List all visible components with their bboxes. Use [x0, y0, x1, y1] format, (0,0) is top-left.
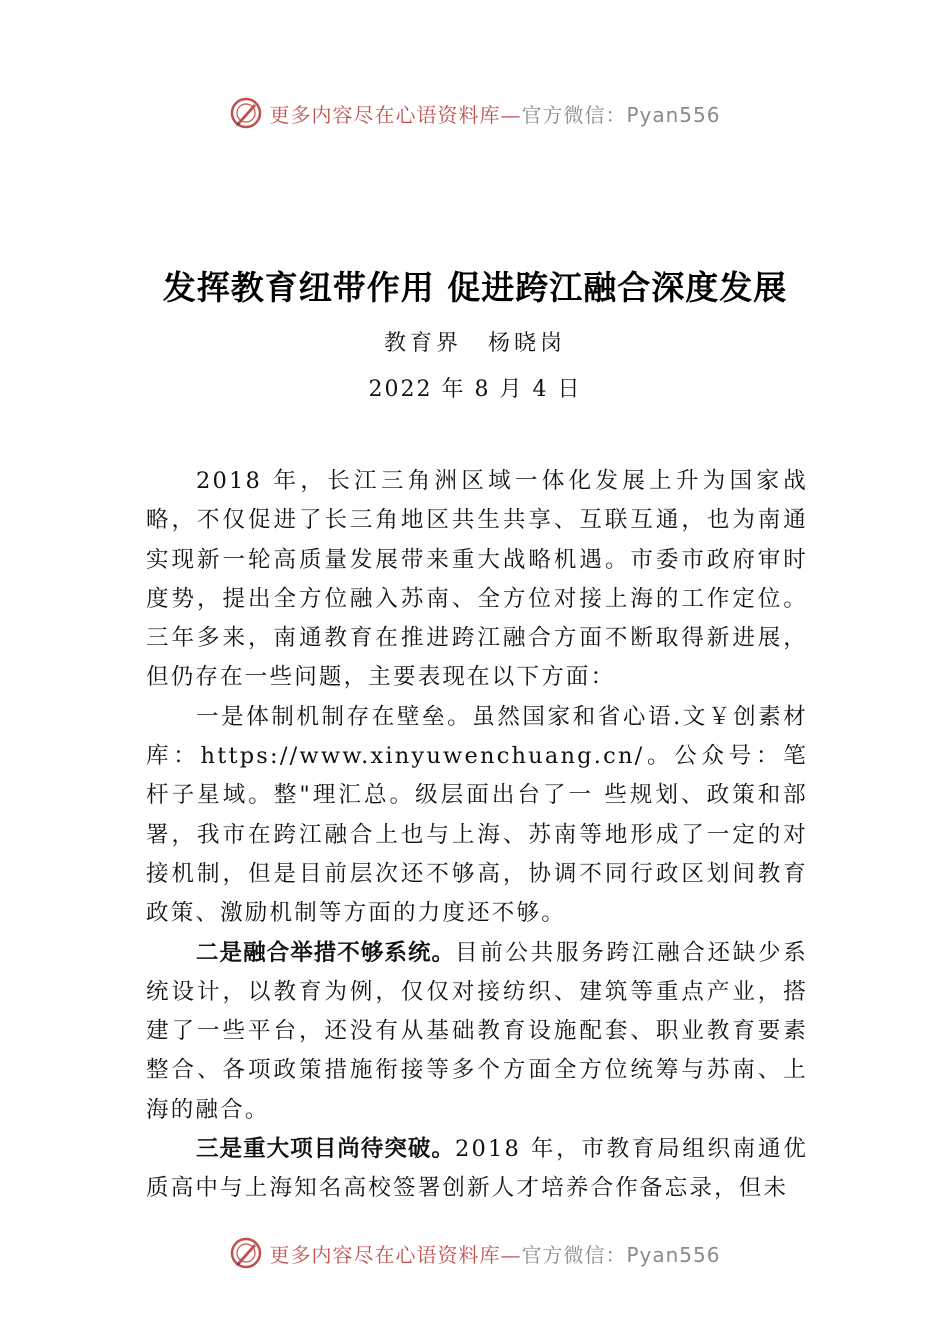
paragraph-text: 目前公共服务跨江融合还缺少系统设计，以教育为例，仅仅对接纺织、建筑等重点产业，搭建了一些平台，还没有从基础教育设施配套、职业教育要素整合、各项政策措施衔接等多个方面全方位统筹与苏南、上海的融合。	[146, 939, 808, 1123]
header-watermark-banner	[0, 93, 950, 133]
pen-seal-logo-icon	[229, 96, 263, 130]
banner-main-text: 更多内容尽在心语资料库—	[269, 1242, 522, 1267]
paragraph	[146, 1130, 808, 1209]
paragraph-text: 2018 年，长江三角洲区域一体化发展上升为国家战略，不仅促进了长三角地区共生共享、互联互通，也为南通实现新一轮高质量发展带来重大战略机遇。市委市政府审时度势，提出全方位融入苏南、全方位对接上海的工作定位。三年多来，南通教育在推进跨江融合方面不断取得新进展，但仍存在一些问题，主要表现在以下方面：	[146, 468, 808, 691]
banner-contact-text: 官方微信：Pyan556	[521, 1242, 721, 1267]
banner-contact-text: 官方微信：Pyan556	[521, 102, 721, 127]
article-body	[146, 462, 808, 1209]
banner-main-text: 更多内容尽在心语资料库—	[269, 102, 522, 127]
source-text: 教育界	[383, 331, 462, 356]
pen-seal-logo-icon	[229, 1236, 263, 1270]
byline	[0, 326, 950, 357]
paragraph-lead-heading: 二是融合举措不够系统。	[196, 939, 456, 966]
paragraph	[146, 698, 808, 934]
paragraph	[146, 934, 808, 1130]
footer-watermark-banner	[0, 1233, 950, 1273]
author-name: 杨晓岗	[488, 331, 567, 356]
paragraph-text: 2018 年，市教育局组织南通优质高中与上海知名高校签署创新人才培养合作备忘录，但未	[146, 1136, 808, 1202]
paragraph	[146, 462, 808, 698]
page-title: 发挥教育纽带作用 促进跨江融合深度发展	[162, 268, 788, 307]
paragraph-text: 一是体制机制存在壁垒。虽然国家和省心语.文￥创素材库：https://www.xinyuwenchuang.cn/。公众号：笔杆子星域。整"理汇总。级层面出台了一 些规划、政策和部署，我市在跨江融合上也与上海、苏南等地形成了一定的对接机制，但是目前层次还不够高，协调不同行政区划间教育政策、激励机制等方面的力度还不够。	[146, 703, 808, 927]
paragraph-lead-heading: 三是重大项目尚待突破。	[196, 1136, 455, 1163]
publish-date: 2022 年 8 月 4 日	[368, 377, 582, 402]
